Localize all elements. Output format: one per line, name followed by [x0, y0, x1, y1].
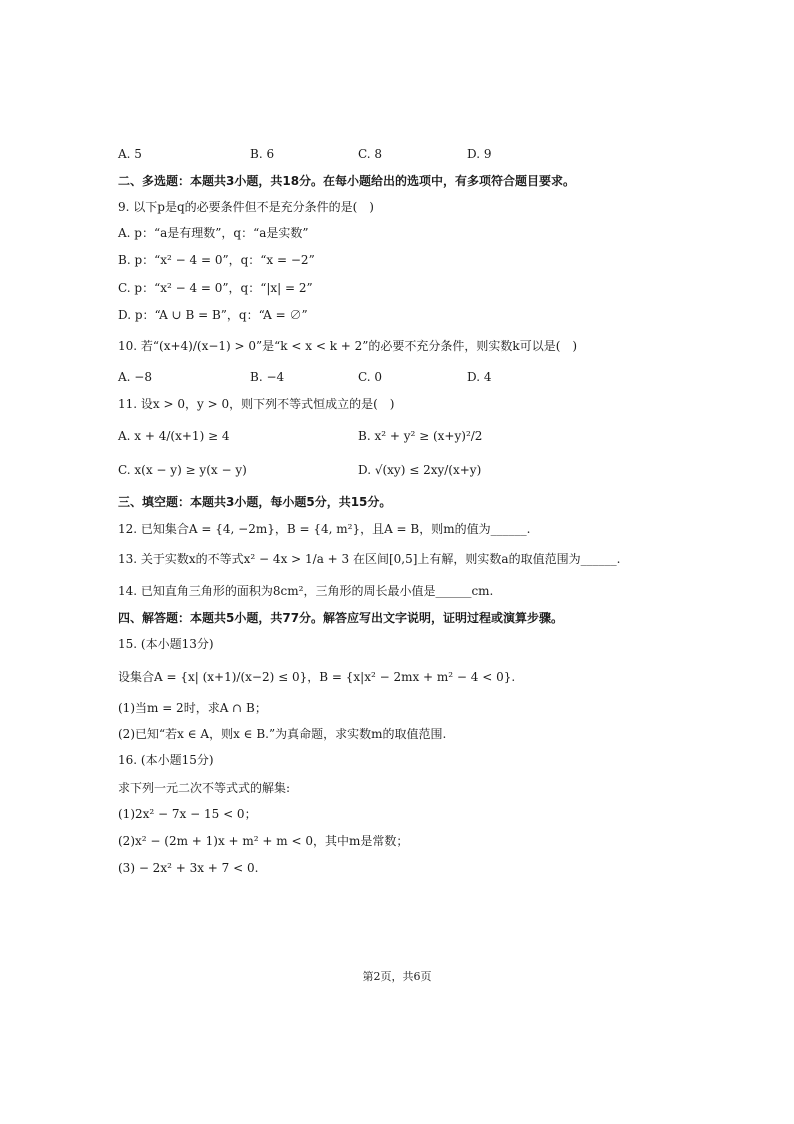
q15-part-1: (1)当m = 2时，求A ∩ B； — [118, 701, 267, 715]
q9-option-d: D. p：“A ∪ B = B”，q：“A = ∅” — [118, 308, 308, 322]
q11-option-a: A. x + 4/(x+1) ≥ 4 — [118, 429, 230, 443]
q11-option-c: C. x(x − y) ≥ y(x − y) — [118, 463, 247, 477]
q8-option-b: B. 6 — [250, 147, 275, 161]
q15-title: 15. (本小题13分) — [118, 637, 214, 651]
q16-part-2: (2)x² − (2m + 1)x + m² + m < 0，其中m是常数； — [118, 834, 409, 848]
q10-option-d: D. 4 — [467, 370, 492, 384]
section4-header: 四、解答题：本题共5小题，共77分。解答应写出文字说明，证明过程或演算步骤。 — [118, 611, 564, 625]
q16-part-3: (3) − 2x² + 3x + 7 < 0. — [118, 861, 259, 875]
q8-option-a: A. 5 — [118, 147, 142, 161]
page-footer: 第2页，共6页 — [362, 970, 432, 983]
q15-part-2: (2)已知“若x ∈ A，则x ∈ B.”为真命题，求实数m的取值范围. — [118, 727, 447, 741]
q8-option-c: C. 8 — [358, 147, 383, 161]
q15-stem: 设集合A = {x| (x+1)/(x−2) ≤ 0}，B = {x|x² − 2mx + m² − 4 < 0}. — [118, 670, 516, 684]
q9-option-a: A. p：“a是有理数”，q：“a是实数” — [118, 226, 309, 240]
q10-stem: 10. 若“(x+4)/(x−1) > 0”是“k < x < k + 2”的必要不充分条件，则实数k可以是( ) — [118, 339, 578, 353]
section2-header: 二、多选题：本题共3小题，共18分。在每小题给出的选项中，有多项符合题目要求。 — [118, 174, 576, 188]
q16-stem: 求下列一元二次不等式式的解集: — [118, 781, 291, 795]
q9-option-b: B. p：“x² − 4 = 0”，q：“x = −2” — [118, 253, 315, 267]
q10-option-b: B. −4 — [250, 370, 285, 384]
q12: 12. 已知集合A = {4, −2m}，B = {4, m²}，且A = B，则m的值为______. — [118, 522, 531, 536]
q11-option-d: D. √(xy) ≤ 2xy/(x+y) — [358, 463, 482, 477]
q9-option-c: C. p：“x² − 4 = 0”，q：“|x| = 2” — [118, 281, 313, 295]
q16-title: 16. (本小题15分) — [118, 753, 214, 767]
q11-option-b: B. x² + y² ≥ (x+y)²/2 — [358, 429, 483, 443]
q16-part-1: (1)2x² − 7x − 15 < 0； — [118, 807, 257, 821]
q13: 13. 关于实数x的不等式x² − 4x > 1/a + 3 在区间[0,5]上有解，则实数a的取值范围为______. — [118, 552, 621, 566]
section3-header: 三、填空题：本题共3小题，每小题5分，共15分。 — [118, 495, 392, 509]
q9-stem: 9. 以下p是q的必要条件但不是充分条件的是( ) — [118, 200, 374, 214]
q10-option-a: A. −8 — [118, 370, 152, 384]
q10-option-c: C. 0 — [358, 370, 383, 384]
q8-option-d: D. 9 — [467, 147, 492, 161]
q11-stem: 11. 设x > 0，y > 0，则下列不等式恒成立的是( ) — [118, 397, 395, 411]
q14: 14. 已知直角三角形的面积为8cm²，三角形的周长最小值是______cm. — [118, 584, 494, 598]
